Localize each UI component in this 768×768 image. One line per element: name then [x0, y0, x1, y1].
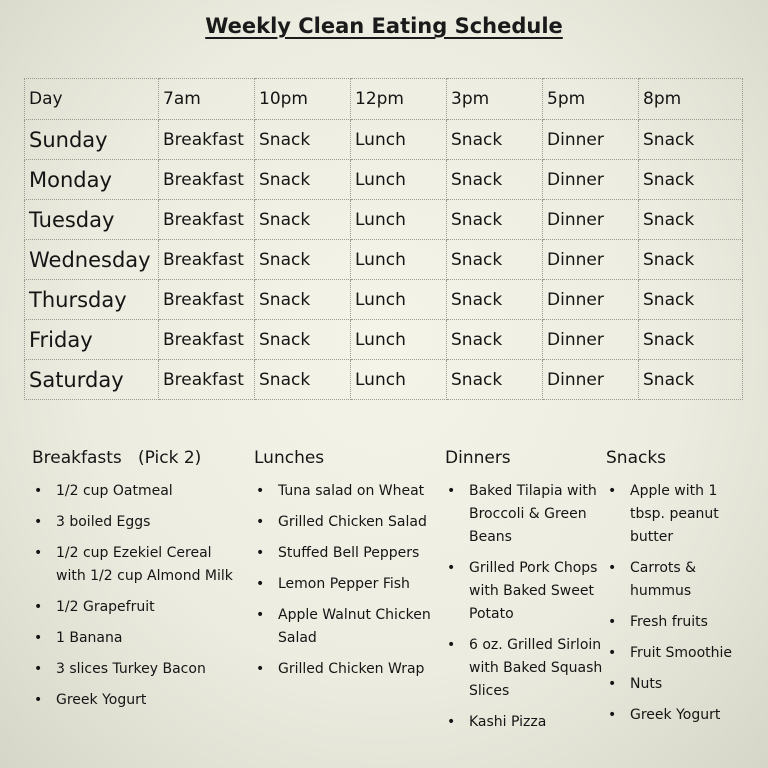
meal-cell: Dinner: [543, 120, 639, 160]
meal-cell: Snack: [447, 360, 543, 400]
meal-cell: Snack: [447, 240, 543, 280]
meal-cell: Snack: [639, 120, 743, 160]
list-item: • Grilled Pork Chops with Baked Sweet Potato: [445, 557, 605, 626]
meal-cell: Snack: [447, 120, 543, 160]
meal-cell: Breakfast: [159, 240, 255, 280]
meal-cell: Snack: [255, 160, 351, 200]
schedule-header-row: [25, 79, 743, 120]
lunches-heading: Lunches: [254, 448, 325, 468]
meal-cell: Lunch: [351, 280, 447, 320]
header-10pm: 10pm: [255, 79, 351, 120]
list-item: • Apple with 1 tbsp. peanut butter: [606, 480, 756, 549]
list-item: • Fresh fruits: [606, 611, 756, 634]
meal-cell: Dinner: [543, 360, 639, 400]
list-item: • Grilled Chicken Salad: [254, 511, 438, 534]
snacks-heading: Snacks: [606, 448, 667, 468]
header-12pm: 12pm: [351, 79, 447, 120]
schedule-row: [25, 240, 743, 280]
day-cell: Thursday: [25, 280, 159, 320]
bullet-list: [606, 480, 756, 727]
meal-cell: Dinner: [543, 160, 639, 200]
list-item: • Kashi Pizza: [445, 711, 605, 734]
meal-cell: Snack: [255, 200, 351, 240]
list-item: • Fruit Smoothie: [606, 642, 756, 665]
snacks-list: [606, 448, 756, 735]
meal-cell: Snack: [447, 320, 543, 360]
list-item: • 1/2 cup Oatmeal: [32, 480, 242, 503]
header-5pm: 5pm: [543, 79, 639, 120]
meal-cell: Lunch: [351, 240, 447, 280]
meal-cell: Snack: [639, 240, 743, 280]
meal-cell: Dinner: [543, 320, 639, 360]
list-item: • Carrots & hummus: [606, 557, 756, 603]
day-cell: Wednesday: [25, 240, 159, 280]
meal-cell: Dinner: [543, 280, 639, 320]
breakfasts-list: [32, 448, 242, 720]
page-title: Weekly Clean Eating Schedule: [205, 14, 563, 38]
meal-cell: Breakfast: [159, 160, 255, 200]
meal-cell: Breakfast: [159, 280, 255, 320]
meal-cell: Snack: [255, 360, 351, 400]
schedule-row: [25, 320, 743, 360]
meal-cell: Breakfast: [159, 120, 255, 160]
day-cell: Tuesday: [25, 200, 159, 240]
schedule-table: [24, 78, 743, 400]
meal-cell: Snack: [255, 280, 351, 320]
meal-cell: Breakfast: [159, 320, 255, 360]
list-item: • 6 oz. Grilled Sirloin with Baked Squash Slices: [445, 634, 605, 703]
bullet-list: [445, 480, 605, 734]
meal-cell: Snack: [639, 160, 743, 200]
list-item: • Baked Tilapia with Broccoli & Green Beans: [445, 480, 605, 549]
meal-cell: Breakfast: [159, 360, 255, 400]
meal-cell: Snack: [255, 320, 351, 360]
bullet-list: [32, 480, 242, 712]
meal-cell: Snack: [447, 160, 543, 200]
list-item: • Greek Yogurt: [606, 704, 756, 727]
list-item: • 3 slices Turkey Bacon: [32, 658, 242, 681]
day-cell: Saturday: [25, 360, 159, 400]
meal-cell: Snack: [255, 240, 351, 280]
list-item: • Apple Walnut Chicken Salad: [254, 604, 438, 650]
schedule-row: [25, 360, 743, 400]
schedule-row: [25, 160, 743, 200]
header-7am: 7am: [159, 79, 255, 120]
meal-cell: Breakfast: [159, 200, 255, 240]
meal-cell: Snack: [639, 200, 743, 240]
day-cell: Friday: [25, 320, 159, 360]
meal-cell: Lunch: [351, 120, 447, 160]
dinners-list: [445, 448, 605, 742]
breakfasts-heading: Breakfasts (Pick 2): [32, 448, 202, 468]
meal-cell: Snack: [447, 200, 543, 240]
list-item: • Stuffed Bell Peppers: [254, 542, 438, 565]
meal-cell: Lunch: [351, 320, 447, 360]
schedule-row: [25, 120, 743, 160]
list-item: • 1 Banana: [32, 627, 242, 650]
list-item: • 1/2 Grapefruit: [32, 596, 242, 619]
schedule-row: [25, 280, 743, 320]
list-item: • Tuna salad on Wheat: [254, 480, 438, 503]
meal-cell: Dinner: [543, 200, 639, 240]
list-item: • Nuts: [606, 673, 756, 696]
header-3pm: 3pm: [447, 79, 543, 120]
meal-cell: Lunch: [351, 160, 447, 200]
list-item: • Lemon Pepper Fish: [254, 573, 438, 596]
meal-cell: Snack: [447, 280, 543, 320]
list-item: • 1/2 cup Ezekiel Cereal with 1/2 cup Almond Milk: [32, 542, 242, 588]
list-item: • 3 boiled Eggs: [32, 511, 242, 534]
header-day: Day: [25, 79, 159, 120]
meal-cell: Lunch: [351, 200, 447, 240]
header-8pm: 8pm: [639, 79, 743, 120]
bullet-list: [254, 480, 438, 681]
meal-cell: Snack: [639, 360, 743, 400]
list-item: • Grilled Chicken Wrap: [254, 658, 438, 681]
day-cell: Sunday: [25, 120, 159, 160]
meal-cell: Snack: [639, 320, 743, 360]
meal-cell: Snack: [639, 280, 743, 320]
meal-cell: Dinner: [543, 240, 639, 280]
lunches-list: [254, 448, 438, 689]
schedule-row: [25, 200, 743, 240]
dinners-heading: Dinners: [445, 448, 511, 468]
meal-cell: Lunch: [351, 360, 447, 400]
meal-cell: Snack: [255, 120, 351, 160]
list-item: • Greek Yogurt: [32, 689, 242, 712]
day-cell: Monday: [25, 160, 159, 200]
